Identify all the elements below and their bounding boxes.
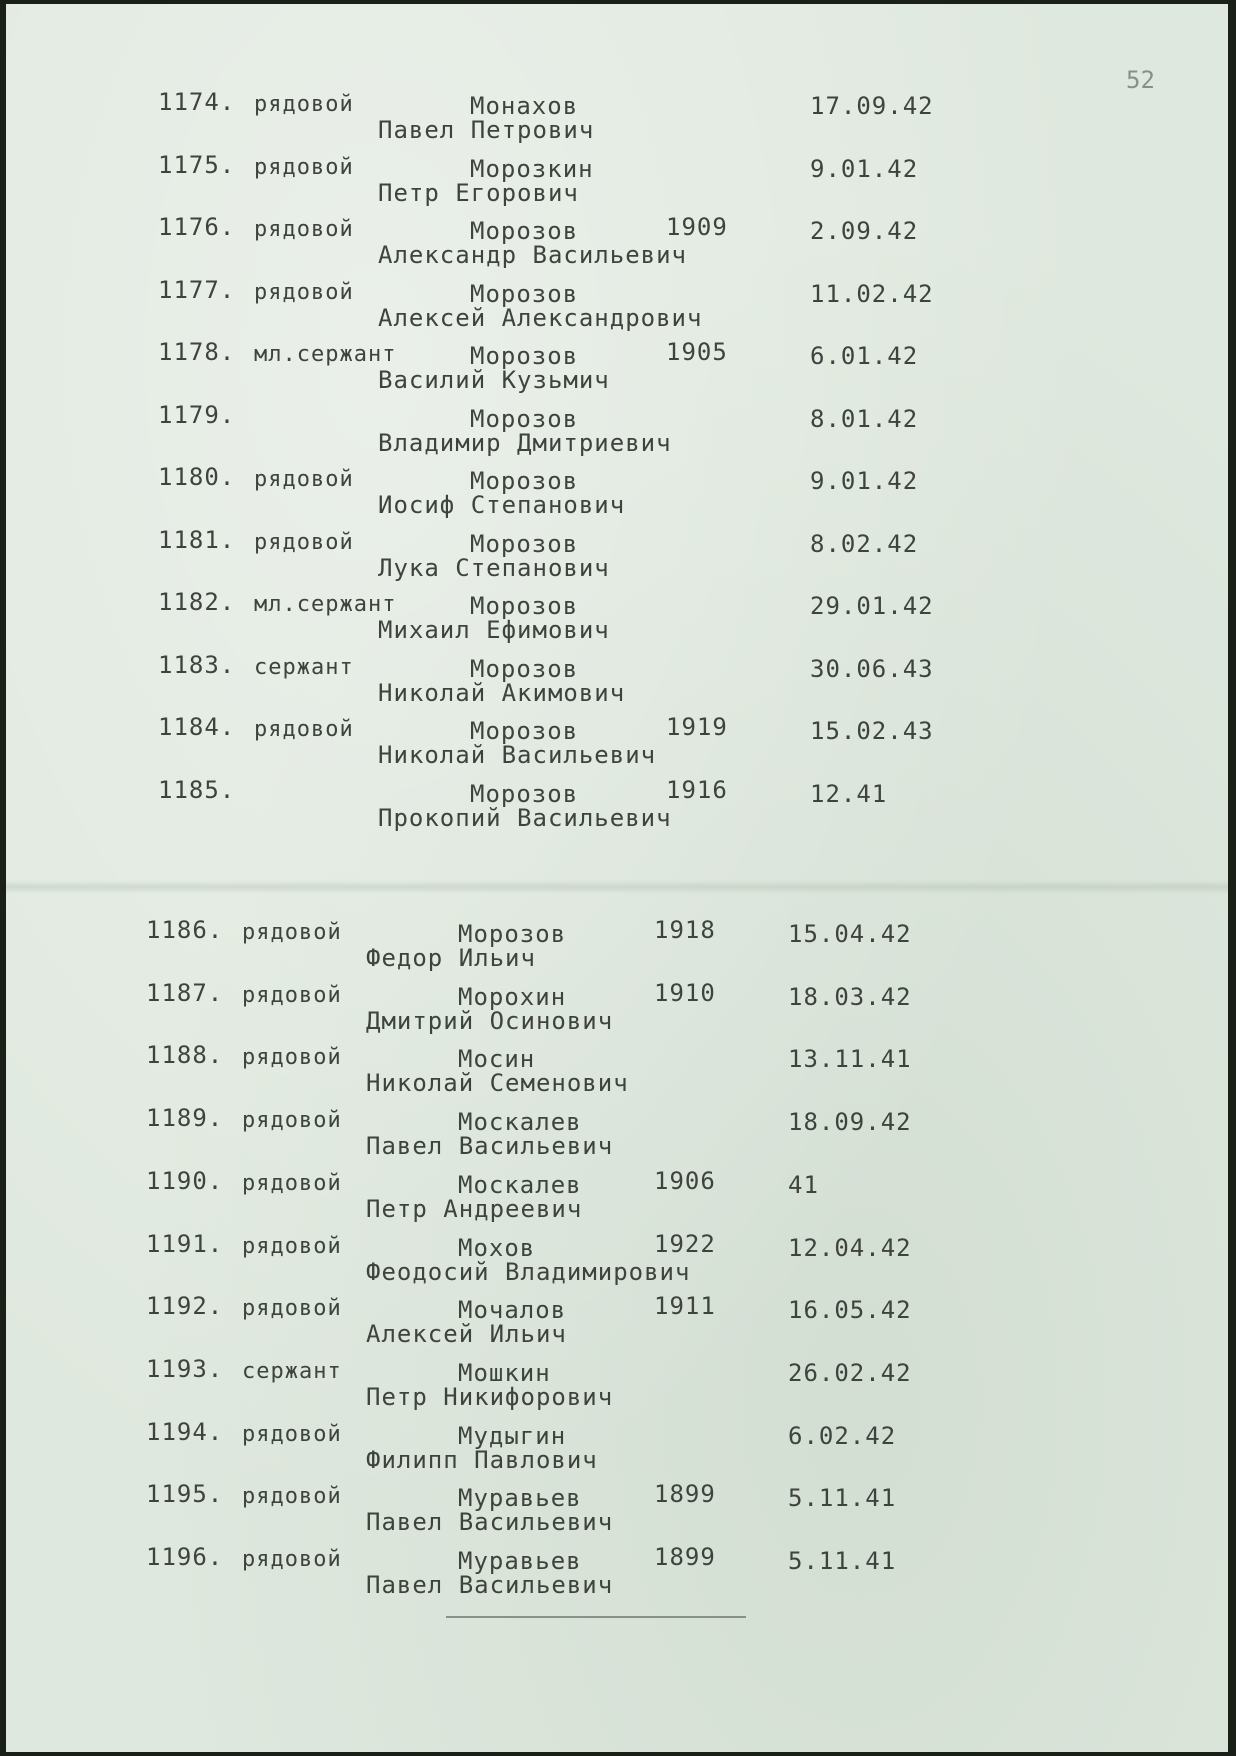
record-rank: рядовой: [242, 1233, 342, 1259]
record-row: [6, 588, 1228, 648]
record-rank: рядовой: [254, 717, 354, 742]
record-surname: Муравьев: [458, 1484, 582, 1513]
record-given-names: Павел Петрович: [378, 116, 595, 144]
record-surname: Мохов: [458, 1233, 536, 1262]
record-rank: рядовой: [254, 467, 354, 492]
record-given-names: Петр Егорович: [378, 178, 579, 207]
record-date: 6.01.42: [810, 342, 919, 370]
record-number: 1179.: [158, 400, 236, 429]
record-birth-year: 1899: [654, 1543, 716, 1571]
record-rank: рядовой: [242, 982, 342, 1008]
record-number: 1175.: [158, 150, 236, 179]
record-rank: рядовой: [254, 154, 354, 180]
record-surname: Морозов: [470, 529, 579, 558]
record-birth-year: 1911: [654, 1292, 716, 1321]
record-number: 1183.: [158, 650, 236, 679]
record-rank: рядовой: [254, 217, 354, 242]
record-given-names: Николай Васильевич: [378, 741, 657, 769]
record-given-names: Иосиф Степанович: [378, 491, 626, 519]
record-number: 1178.: [158, 338, 236, 366]
record-rank: рядовой: [242, 920, 342, 945]
record-number: 1180.: [158, 463, 236, 491]
record-rank: рядовой: [242, 1296, 342, 1322]
page-number: 52: [1126, 66, 1155, 94]
record-given-names: Дмитрий Осинович: [366, 1006, 614, 1035]
record-rank: рядовой: [242, 1484, 342, 1510]
closing-rule: [446, 1616, 746, 1618]
record-date: 8.01.42: [810, 404, 919, 433]
record-row: [6, 1292, 1228, 1352]
record-surname: Морозов: [458, 920, 567, 948]
record-surname: Москалев: [458, 1108, 582, 1137]
record-birth-year: 1909: [666, 213, 728, 241]
record-birth-year: 1916: [666, 775, 728, 804]
record-rank: рядовой: [254, 529, 354, 555]
record-surname: Мошкин: [458, 1358, 551, 1387]
record-number: 1187.: [146, 978, 224, 1007]
record-row: [6, 1418, 1228, 1478]
record-given-names: Петр Андреевич: [366, 1194, 583, 1223]
record-date: 15.04.42: [788, 920, 912, 948]
document-page: [6, 4, 1228, 1752]
record-row: [6, 338, 1228, 398]
record-date: 12.04.42: [788, 1233, 912, 1262]
record-surname: Мосин: [458, 1045, 536, 1074]
record-surname: Морозов: [470, 717, 579, 745]
record-rank: рядовой: [254, 279, 354, 305]
record-date: 12.41: [810, 779, 888, 808]
record-date: 9.01.42: [810, 467, 919, 495]
record-surname: Морозов: [470, 342, 579, 370]
record-date: 8.02.42: [810, 529, 919, 558]
record-date: 18.03.42: [788, 982, 912, 1011]
record-rank: рядовой: [242, 1547, 342, 1572]
record-surname: Морозов: [470, 654, 579, 683]
record-number: 1191.: [146, 1229, 224, 1258]
record-number: 1181.: [158, 525, 236, 554]
record-rank: рядовой: [242, 1421, 342, 1447]
record-given-names: Павел Васильевич: [366, 1508, 614, 1537]
record-date: 15.02.43: [810, 717, 934, 745]
record-number: 1193.: [146, 1354, 224, 1383]
record-given-names: Петр Никифорович: [366, 1382, 614, 1411]
record-birth-year: 1910: [654, 978, 716, 1007]
record-birth-year: 1919: [666, 713, 728, 741]
record-row: [6, 1230, 1228, 1290]
record-rank: мл.сержант: [254, 592, 397, 617]
record-birth-year: 1918: [654, 916, 716, 944]
record-given-names: Филипп Павлович: [366, 1445, 598, 1474]
record-row: [6, 776, 1228, 836]
record-rank: сержант: [242, 1358, 342, 1384]
record-surname: Морозов: [470, 779, 579, 808]
record-rank: рядовой: [254, 92, 354, 117]
record-row: [6, 1041, 1228, 1101]
record-given-names: Алексей Александрович: [378, 303, 703, 332]
record-row: [6, 1167, 1228, 1227]
record-surname: Морозов: [470, 592, 579, 620]
record-date: 26.02.42: [788, 1358, 912, 1387]
record-date: 16.05.42: [788, 1296, 912, 1325]
record-number: 1194.: [146, 1417, 224, 1446]
record-date: 9.01.42: [810, 154, 919, 183]
record-given-names: Николай Семенович: [366, 1069, 629, 1098]
record-row: [6, 151, 1228, 211]
record-date: 5.11.41: [788, 1547, 897, 1575]
record-given-names: Феодосий Владимирович: [366, 1257, 691, 1286]
record-surname: Морозов: [470, 404, 579, 433]
record-date: 13.11.41: [788, 1045, 912, 1074]
record-surname: Монахов: [470, 92, 579, 120]
record-number: 1192.: [146, 1292, 224, 1321]
record-given-names: Александр Васильевич: [378, 241, 687, 269]
record-row: [6, 651, 1228, 711]
record-surname: Муравьев: [458, 1547, 582, 1575]
record-date: 30.06.43: [810, 654, 934, 683]
record-rank: рядовой: [242, 1045, 342, 1071]
record-surname: Морозов: [470, 279, 579, 308]
record-surname: Морохин: [458, 982, 567, 1011]
record-surname: Морозов: [470, 467, 579, 495]
record-date: 11.02.42: [810, 279, 934, 308]
record-row: [6, 1355, 1228, 1415]
record-number: 1174.: [158, 88, 236, 116]
record-surname: Москалев: [458, 1170, 582, 1199]
record-number: 1176.: [158, 213, 236, 241]
record-date: 5.11.41: [788, 1484, 897, 1513]
record-number: 1188.: [146, 1041, 224, 1070]
record-given-names: Павел Васильевич: [366, 1132, 614, 1161]
record-given-names: Михаил Ефимович: [378, 616, 610, 644]
record-given-names: Павел Васильевич: [366, 1571, 614, 1599]
record-row: [6, 1480, 1228, 1540]
record-row: [6, 88, 1228, 148]
record-date: 29.01.42: [810, 592, 934, 620]
record-number: 1190.: [146, 1166, 224, 1195]
record-birth-year: 1899: [654, 1480, 716, 1509]
record-number: 1196.: [146, 1543, 224, 1571]
record-date: 41: [788, 1170, 819, 1199]
record-rank: рядовой: [242, 1170, 342, 1196]
record-rank: мл.сержант: [254, 342, 397, 367]
record-number: 1185.: [158, 775, 236, 804]
record-number: 1182.: [158, 588, 236, 616]
record-birth-year: 1922: [654, 1229, 716, 1258]
record-number: 1189.: [146, 1104, 224, 1133]
record-surname: Морозов: [470, 217, 579, 245]
record-given-names: Прокопий Васильевич: [378, 803, 672, 832]
record-row: [6, 916, 1228, 976]
record-date: 6.02.42: [788, 1421, 897, 1450]
record-date: 17.09.42: [810, 92, 934, 120]
record-rank: сержант: [254, 654, 354, 680]
record-row: [6, 979, 1228, 1039]
record-surname: Мочалов: [458, 1296, 567, 1325]
record-rank: рядовой: [242, 1108, 342, 1134]
record-row: [6, 1104, 1228, 1164]
record-row: [6, 526, 1228, 586]
record-birth-year: 1906: [654, 1166, 716, 1195]
record-row: [6, 213, 1228, 273]
record-given-names: Лука Степанович: [378, 553, 610, 582]
paper-fold: [6, 880, 1228, 894]
record-surname: Морозкин: [470, 154, 594, 183]
record-date: 2.09.42: [810, 217, 919, 245]
record-number: 1186.: [146, 916, 224, 944]
record-row: [6, 463, 1228, 523]
record-given-names: Федор Ильич: [366, 944, 536, 972]
record-number: 1195.: [146, 1480, 224, 1509]
record-date: 18.09.42: [788, 1108, 912, 1137]
record-surname: Мудыгин: [458, 1421, 567, 1450]
record-given-names: Василий Кузьмич: [378, 366, 610, 394]
record-number: 1184.: [158, 713, 236, 741]
record-number: 1177.: [158, 275, 236, 304]
record-birth-year: 1905: [666, 338, 728, 366]
record-given-names: Владимир Дмитриевич: [378, 428, 672, 457]
record-row: [6, 1543, 1228, 1603]
record-row: [6, 401, 1228, 461]
record-given-names: Алексей Ильич: [366, 1320, 567, 1349]
record-row: [6, 713, 1228, 773]
record-row: [6, 276, 1228, 336]
record-given-names: Николай Акимович: [378, 678, 626, 707]
